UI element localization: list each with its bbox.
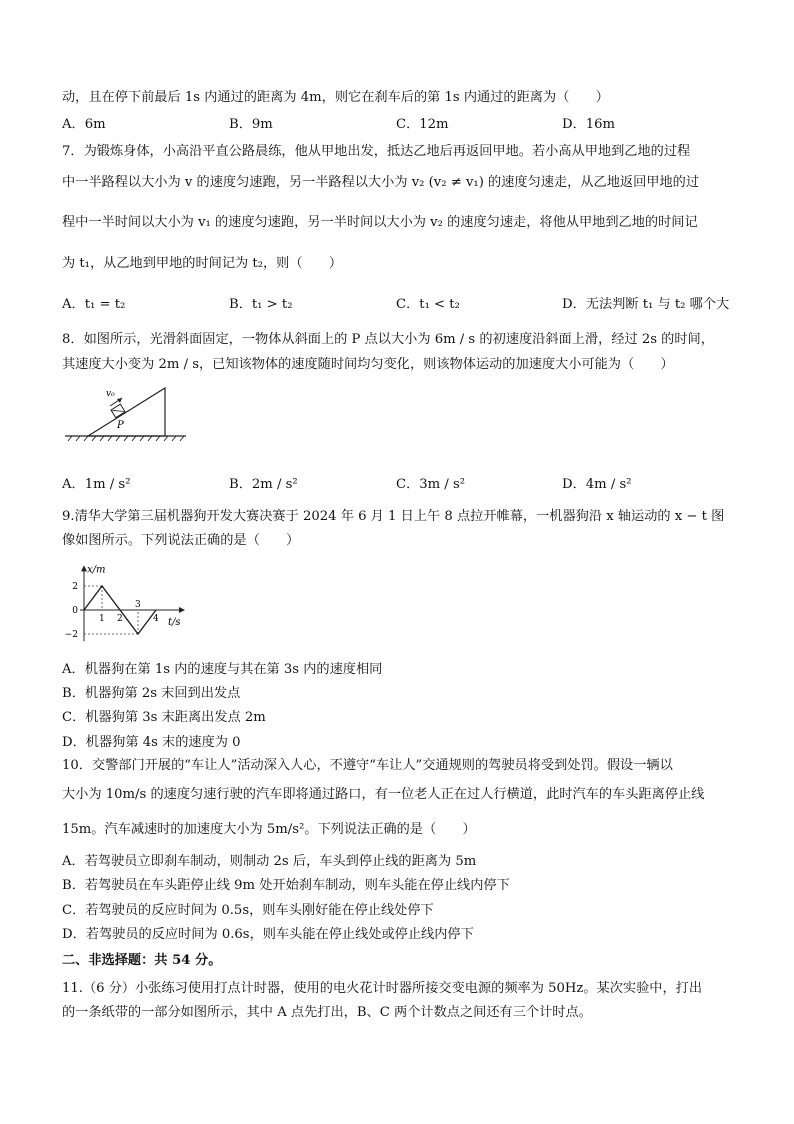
q10-line-1: 10．交警部门开展的“车让人”活动深入人心，不遵守“车让人”交通规则的驾驶员将受到处罚。假设一辆以 — [62, 758, 673, 773]
q6-option-d: D．16m — [562, 117, 616, 132]
x-tick-label: 2 — [117, 614, 123, 624]
y-tick-label: 2 — [72, 582, 78, 592]
q6-options — [62, 116, 742, 134]
section-2-title: 二、非选择题：共 54 分。 — [62, 953, 222, 968]
q8-option-d: D．4m / s² — [562, 477, 632, 492]
q7-option-d: D．无法判断 t₁ 与 t₂ 哪个大 — [562, 297, 730, 312]
q7-option-c: C．t₁ < t₂ — [396, 297, 460, 312]
block — [111, 404, 125, 417]
y-tick-label: −2 — [64, 630, 78, 640]
q6-option-a: A．6m — [62, 117, 106, 132]
y-tick-label: 0 — [72, 606, 78, 616]
q7-line-4: 为 t₁，从乙地到甲地的时间记为 t₂，则（ ） — [62, 256, 343, 271]
q6-option-b: B．9m — [229, 117, 273, 132]
q10-line-3: 15m。汽车减速时的加速度大小为 5m/s²。下列说法正确的是（ ） — [62, 822, 476, 837]
ground-hatching — [68, 436, 184, 441]
q7-option-b: B．t₁ > t₂ — [229, 297, 293, 312]
x-axis-arrowhead — [179, 607, 185, 613]
q7-options — [62, 296, 742, 314]
q7-option-a: A．t₁ = t₂ — [62, 297, 126, 312]
q10-line-2: 大小为 10m/s 的速度匀速行驶的汽车即将通过路口，有一位老人正在过人行横道，此时汽车的车头距离停止线 — [62, 787, 705, 802]
velocity-label: v₀ — [106, 389, 115, 399]
y-axis-label: x/m — [87, 564, 106, 576]
q9-line-2: 像如图所示。下列说法正确的是（ ） — [62, 533, 300, 548]
q9-option-a: A．机器狗在第 1s 内的速度与其在第 3s 内的速度相同 — [62, 662, 383, 677]
x-axis-label: t/s — [168, 617, 181, 628]
q7-line-1: 7．为锻炼身体，小高沿平直公路晨练，他从甲地出发，抵达乙地后再返回甲地。若小高从甲地到乙地的过程 — [62, 144, 691, 159]
q10-option-d: D．若驾驶员的反应时间为 0.6s，则车头能在停止线处或停止线内停下 — [62, 927, 474, 942]
incline — [88, 388, 165, 436]
q10-option-c: C．若驾驶员的反应时间为 0.5s，则车头刚好能在停止线处停下 — [62, 903, 434, 918]
q10-option-a: A．若驾驶员立即刹车制动，则制动 2s 后，车头到停止线的距离为 5m — [62, 854, 477, 869]
q7-line-3: 程中一半时间以大小为 v₁ 的速度匀速跑，另一半时间以大小为 v₂ 的速度匀速走，将他从甲地到乙地的时间记 — [62, 215, 698, 230]
q8-line-1: 8．如图所示，光滑斜面固定，一物体从斜面上的 P 点以大小为 6m / s 的初速度沿斜面上滑，经过 2s 的时间， — [62, 332, 714, 347]
q8-line-2: 其速度大小变为 2m / s，已知该物体的速度随时间均匀变化，则该物体运动的加速度大小可能为（ ） — [62, 357, 674, 372]
q11-line-1: 11.（6 分）小张练习使用打点计时器，使用的电火花计时器所接交变电源的频率为 50Hz。某次实验中，打出 — [62, 981, 703, 996]
q8-option-c: C．3m / s² — [396, 477, 466, 492]
q7-line-2: 中一半路程以大小为 v 的速度匀速跑，另一半路程以大小为 v₂ (v₂ ≠ v₁) 的速度匀速走，从乙地返回甲地的过 — [62, 175, 700, 190]
point-p-label: P — [117, 420, 124, 431]
q6-option-c: C．12m — [396, 117, 449, 132]
q8-option-b: B．2m / s² — [229, 477, 298, 492]
q8-options — [62, 476, 742, 494]
q11-line-2: 的一条纸带的一部分如图所示，其中 A 点先打出，B、C 两个计数点之间还有三个计时点。 — [62, 1005, 592, 1020]
xt-chart — [60, 560, 196, 646]
q9-option-d: D．机器狗第 4s 末的速度为 0 — [62, 735, 241, 750]
q10-option-b: B．若驾驶员在车头距停止线 9m 处开始刹车制动，则车头能在停止线内停下 — [62, 878, 510, 893]
q9-line-1: 9.清华大学第三届机器狗开发大赛决赛于 2024 年 6 月 1 日上午 8 点拉开帷幕，一机器狗沿 x 轴运动的 x − t 图 — [62, 509, 725, 524]
q8-option-a: A．1m / s² — [62, 477, 131, 492]
incline-figure — [60, 382, 190, 444]
q9-option-c: C．机器狗第 3s 末距离出发点 2m — [62, 710, 266, 725]
x-tick-label: 4 — [153, 614, 159, 624]
x-tick-label: 1 — [99, 614, 105, 624]
q6-text: 动，且在停下前最后 1s 内通过的距离为 4m，则它在刹车后的第 1s 内通过的距离为（ ） — [62, 90, 609, 105]
q9-option-b: B．机器狗第 2s 末回到出发点 — [62, 686, 241, 701]
x-tick-label: 3 — [135, 600, 141, 610]
